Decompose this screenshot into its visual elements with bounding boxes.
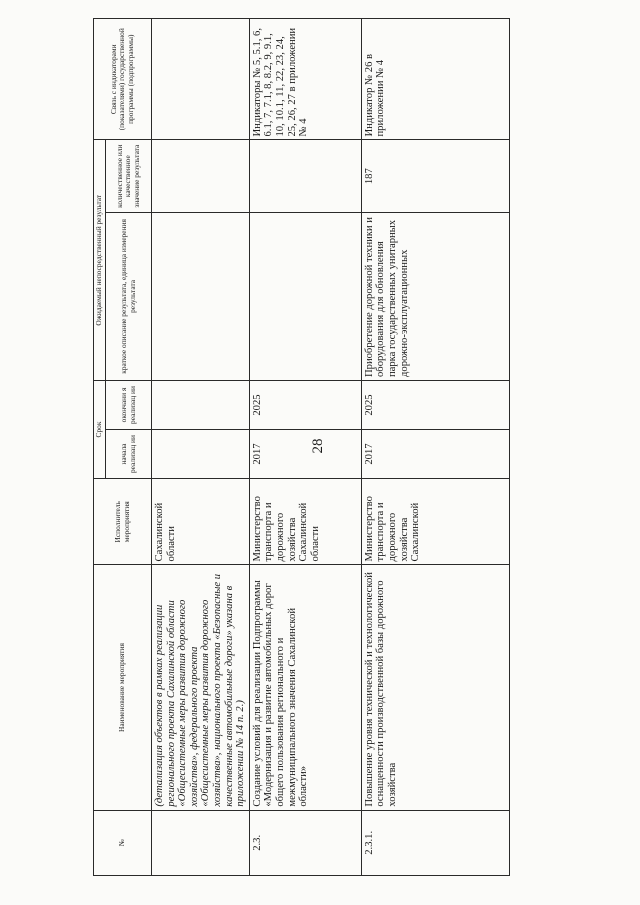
row-result-value: 187: [361, 140, 509, 212]
page-number: 28: [310, 438, 326, 454]
header-link: Связь с индикаторами (показателями) государственной программы (подпрограммы): [94, 19, 152, 140]
row-end: 2025: [249, 380, 361, 429]
header-number: №: [94, 810, 152, 875]
row-end: 2025: [361, 380, 509, 429]
table-row: [361, 19, 509, 876]
row-start: [152, 430, 250, 479]
row-number: 2.3.: [249, 810, 361, 875]
header-term-end: окончани я реализац ии: [106, 380, 152, 429]
header-result-desc: краткое описание результата, единица измерения результата: [106, 212, 152, 380]
row-number: 2.3.1.: [361, 810, 509, 875]
row-name: Повышение уровня технической и технологической оснащенности производственной базы дорожного хозяйства: [361, 565, 509, 810]
row-number: [152, 810, 250, 875]
row-start: 2017: [361, 430, 509, 479]
row-name: (детализация объектов в рамках реализации регионального проекта Сахалинской области «Общесистемные меры развития дорожного хозяйства», федерального проекта «Общесистемные меры развития дорожного хозяйства», национального проекта «Безопасные и качественные автомобильные дороги» указана в приложении № 14 п. 2.): [152, 565, 250, 810]
header-executor: Исполнитель мероприятия: [94, 479, 152, 565]
row-link: Индикаторы № 5, 5.1, 6, 6.1, 7, 7.1, 8, 8.2, 9, 9.1, 10, 10.1, 11, 22, 23, 24, 25, 26, 27 в приложении № 4: [249, 19, 361, 140]
row-executor: Сахалинской области: [152, 479, 250, 565]
header-term: Срок: [94, 380, 106, 478]
row-result-value: [152, 140, 250, 212]
header-name: Наименование мероприятия: [94, 565, 152, 810]
row-start: 2017: [249, 430, 361, 479]
row-result-desc: [152, 212, 250, 380]
header-term-start: начала реализац ии: [106, 430, 152, 479]
table-row: [249, 19, 361, 876]
header-row: [94, 19, 106, 876]
measures-table: [93, 18, 510, 876]
row-executor: Министерство транспорта и дорожного хозяйства Сахалинской: [361, 479, 509, 565]
rotated-table-container: [93, 18, 505, 876]
row-link: Индикатор № 26 в приложении № 4: [361, 19, 509, 140]
table-row: [152, 19, 250, 876]
row-name: Создание условий для реализации Подпрограммы «Модернизация и развитие автомобильных дорог общего пользования регионального и межмуниципального значения Сахалинской области»: [249, 565, 361, 810]
row-executor: Министерство транспорта и дорожного хозяйства Сахалинской области: [249, 479, 361, 565]
row-end: [152, 380, 250, 429]
header-result: Ожидаемый непосредственный результат: [94, 140, 106, 381]
row-result-desc: Приобретение дорожной техники и оборудования для обновления парка государственных унитарных дорожно-эксплуатационных: [361, 212, 509, 380]
row-link: [152, 19, 250, 140]
header-result-value: количественное или качественное значение результата: [106, 140, 152, 212]
row-result-desc: [249, 212, 361, 380]
row-result-value: [249, 140, 361, 212]
